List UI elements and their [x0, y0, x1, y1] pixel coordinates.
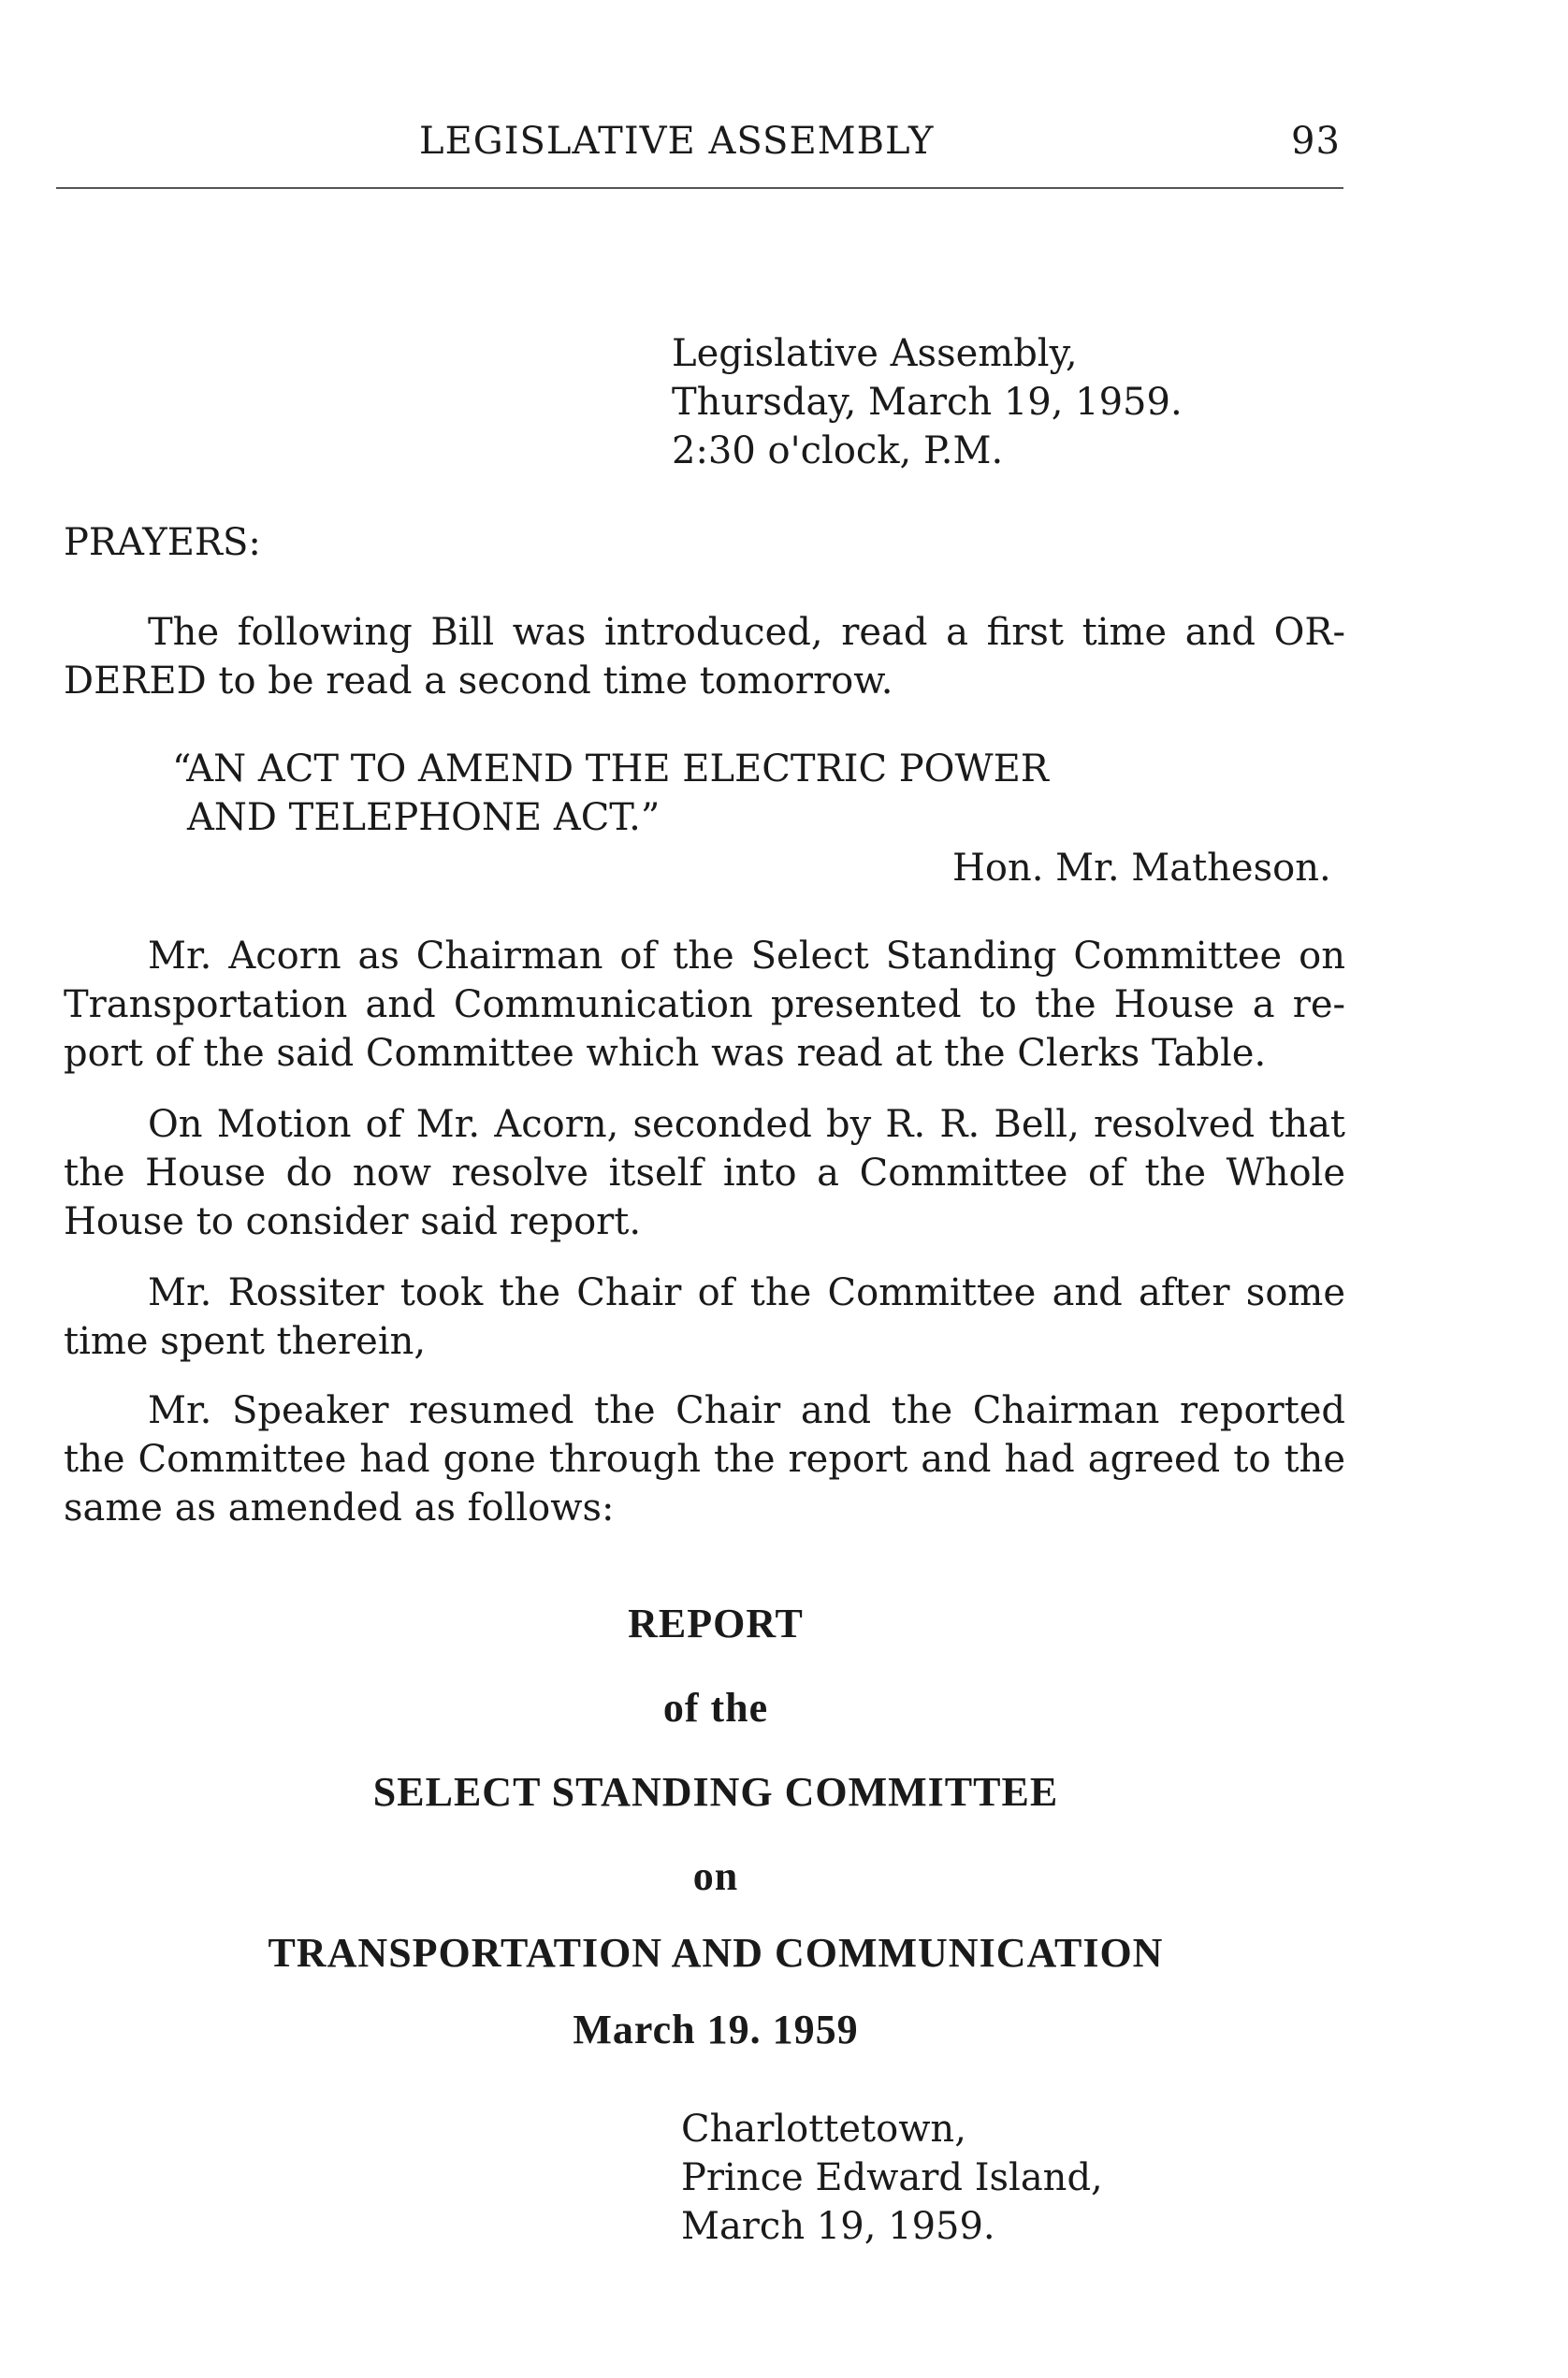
- running-header-title: LEGISLATIVE ASSEMBLY: [419, 120, 935, 163]
- paragraph-line: DERED to be read a second time tomorrow.: [64, 660, 893, 703]
- prayers-heading: PRAYERS:: [64, 521, 261, 564]
- paragraph-line: House to consider said report.: [64, 1200, 642, 1243]
- place-date: [681, 2105, 1103, 2251]
- report-heading-title: REPORT: [628, 1601, 804, 1646]
- dateline-line: Legislative Assembly,: [672, 332, 1078, 375]
- place-date-line: Prince Edward Island,: [681, 2156, 1103, 2199]
- bill-title-line: “AN ACT TO AMEND THE ELECTRIC POWER: [172, 747, 1049, 790]
- paragraph-line: Mr. Acorn as Chairman of the Select Standing Committee on: [148, 935, 1345, 978]
- paragraph-line: the Committee had gone through the report and had agreed to the: [64, 1438, 1345, 1481]
- paragraph-line: time spent therein,: [64, 1320, 427, 1363]
- paragraph-line: On Motion of Mr. Acorn, seconded by R. R. Bell, resolved that: [148, 1103, 1345, 1146]
- paragraph-chair: [64, 1269, 1345, 1366]
- report-heading-of-the: of the: [662, 1685, 769, 1731]
- paragraph-committee-report: [64, 932, 1345, 1078]
- paragraph-line: Mr. Speaker resumed the Chair and the Chairman reported: [148, 1389, 1345, 1432]
- paragraph-line: Transportation and Communication presented to the House a re-: [64, 983, 1345, 1026]
- paragraph-line: the House do now resolve itself into a Committee of the Whole: [64, 1152, 1345, 1195]
- header-rule: [56, 187, 1343, 189]
- place-date-line: Charlottetown,: [681, 2108, 966, 2151]
- report-heading-committee: SELECT STANDING COMMITTEE: [372, 1769, 1059, 1815]
- report-heading-date: March 19. 1959: [573, 2007, 859, 2052]
- paragraph-line: same as amended as follows:: [64, 1486, 615, 1530]
- paragraph-bill-introduced: [64, 608, 1345, 705]
- bill-title: [172, 745, 1049, 842]
- place-date-line: March 19, 1959.: [681, 2205, 995, 2248]
- report-heading-subject: TRANSPORTATION AND COMMUNICATION: [268, 1930, 1164, 1976]
- paragraph-line: The following Bill was introduced, read a first time and OR-: [148, 611, 1345, 654]
- dateline-line: 2:30 o'clock, P.M.: [672, 429, 1004, 472]
- paragraph-line: port of the said Committee which was read at the Clerks Table.: [64, 1032, 1267, 1075]
- paragraph-motion: [64, 1100, 1345, 1246]
- page-number: 93: [1291, 120, 1341, 163]
- report-heading-on: on: [692, 1853, 739, 1899]
- paragraph-speaker: [64, 1386, 1345, 1532]
- paragraph-line: Mr. Rossiter took the Chair of the Committee and after some: [148, 1271, 1345, 1314]
- bill-sponsor: Hon. Mr. Matheson.: [952, 847, 1331, 890]
- dateline-line: Thursday, March 19, 1959.: [672, 381, 1183, 424]
- bill-title-line: AND TELEPHONE ACT.”: [187, 796, 661, 839]
- dateline: [672, 329, 1183, 475]
